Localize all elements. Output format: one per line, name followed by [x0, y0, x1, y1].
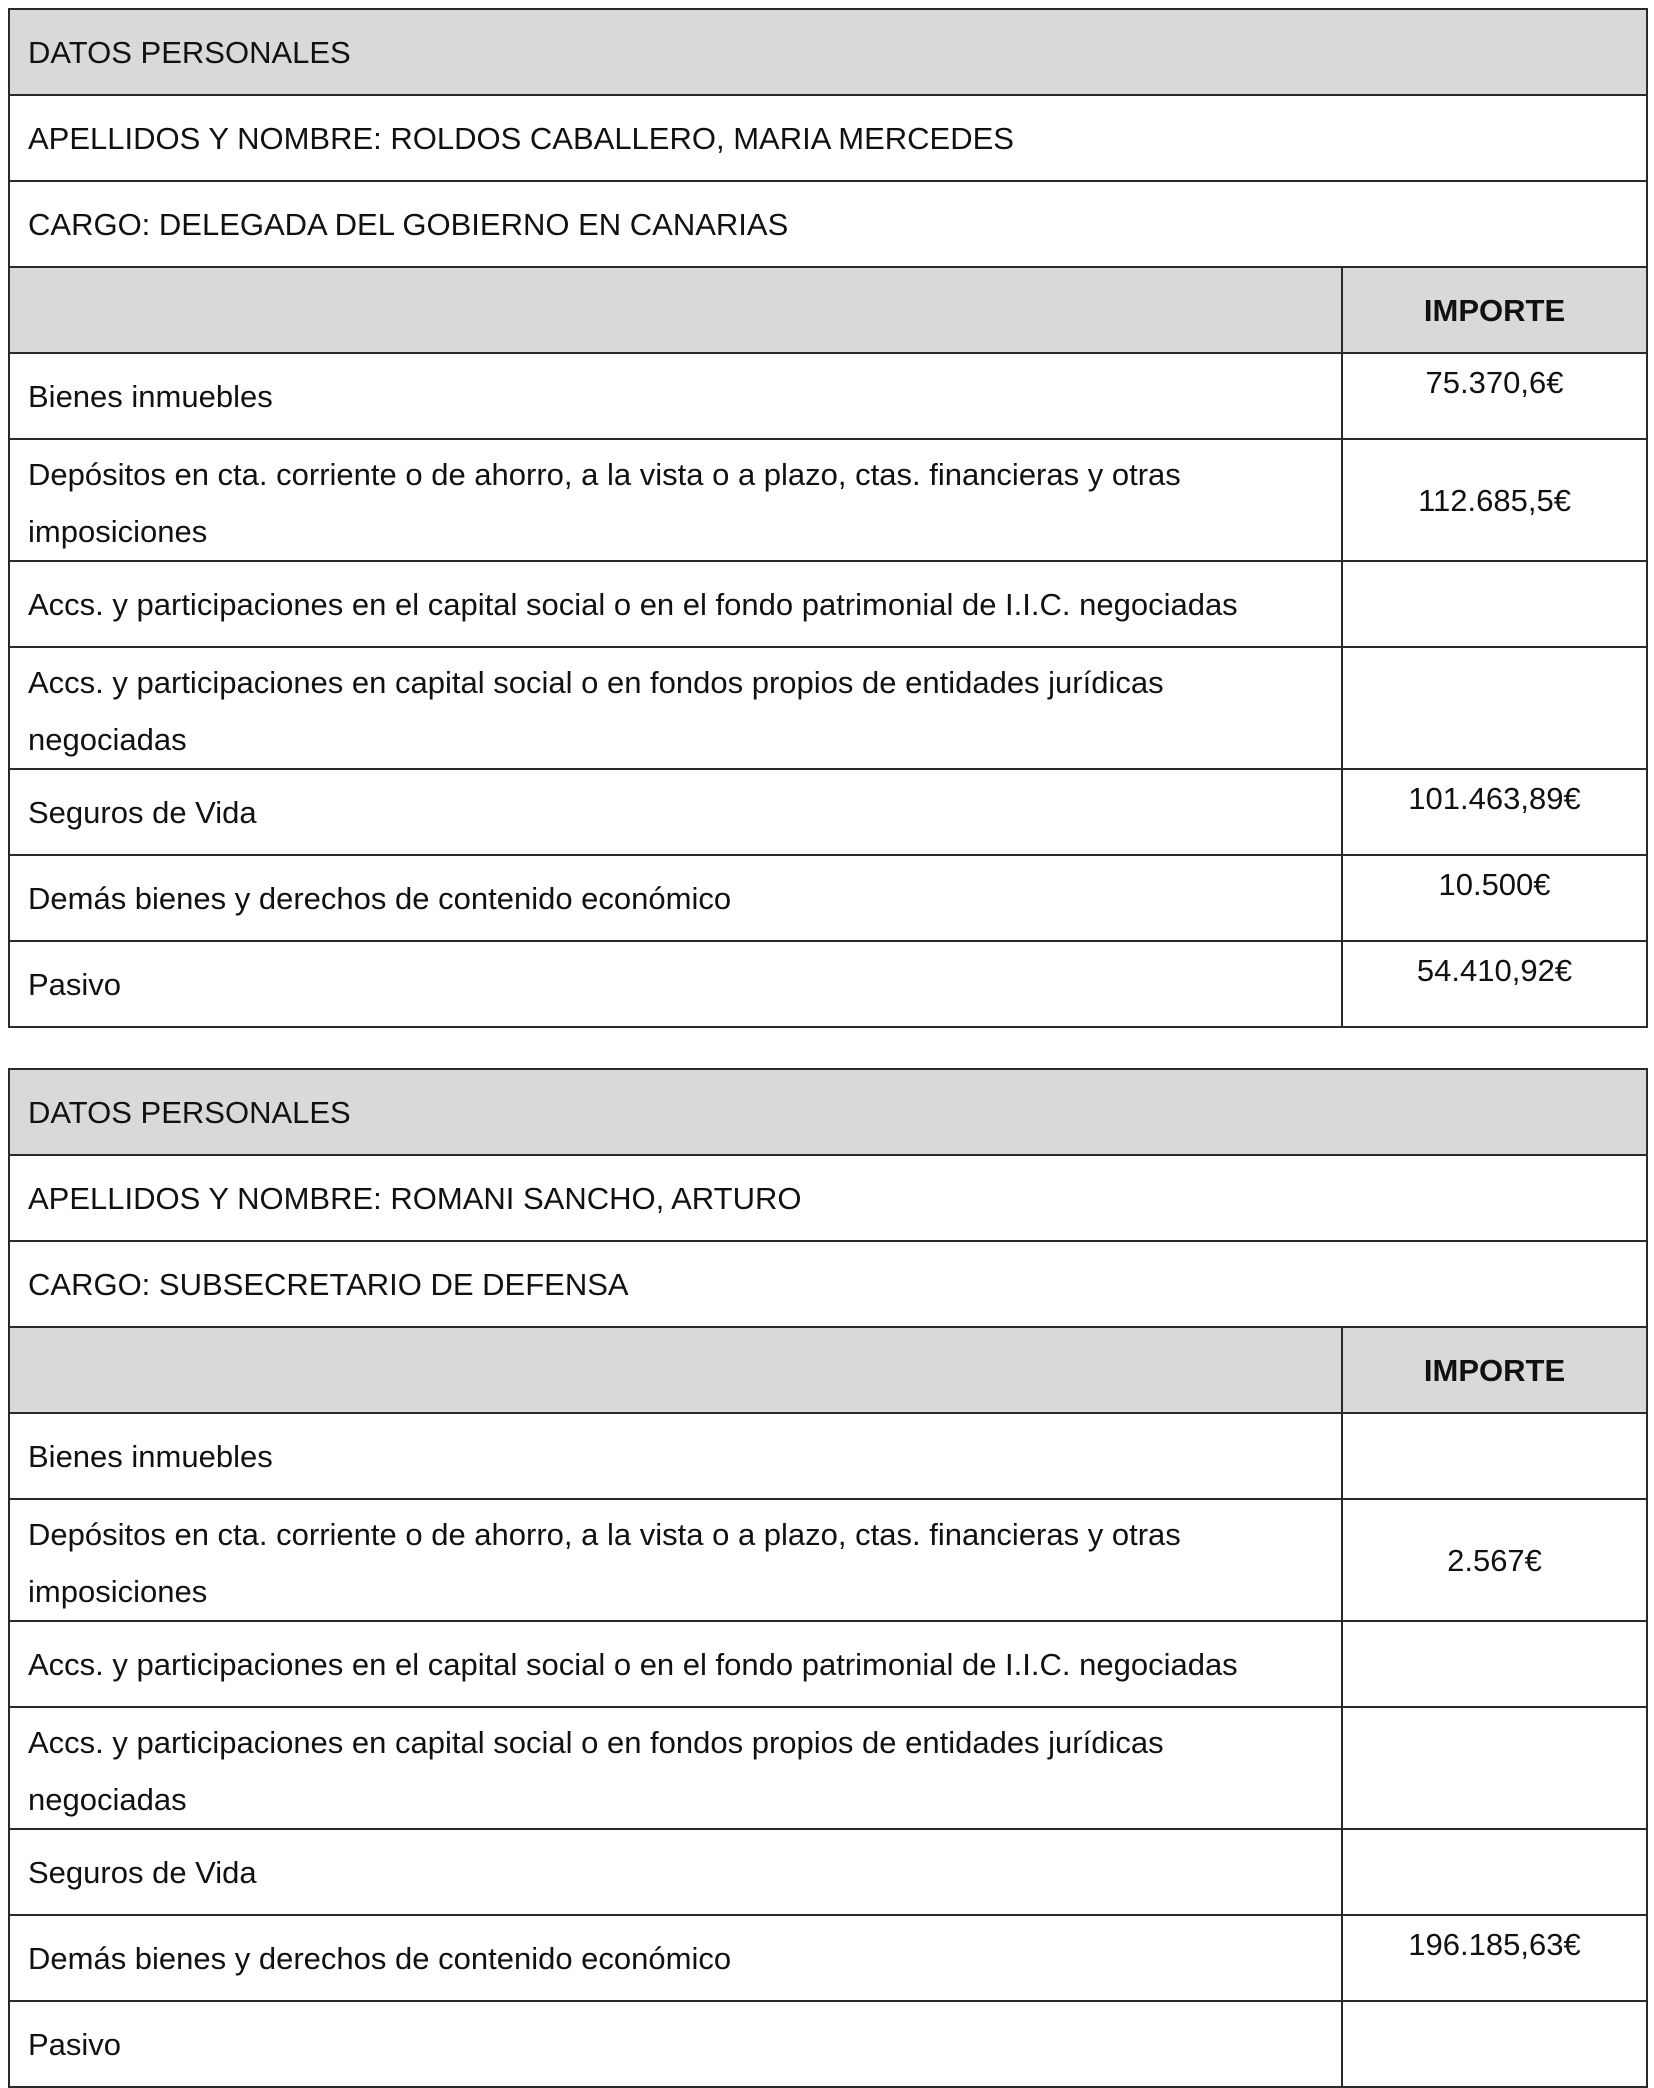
- asset-label: Accs. y participaciones en capital social o en fondos propios de entidades jurídicas negociadas: [9, 1707, 1342, 1829]
- table-row: [9, 941, 1647, 1027]
- asset-label: Demás bienes y derechos de contenido económico: [9, 855, 1342, 941]
- name-field: APELLIDOS Y NOMBRE: ROLDOS CABALLERO, MARIA MERCEDES: [9, 95, 1647, 181]
- asset-label: Depósitos en cta. corriente o de ahorro, a la vista o a plazo, ctas. financieras y otras imposiciones: [9, 1499, 1342, 1621]
- asset-label: Pasivo: [9, 941, 1342, 1027]
- asset-amount: 54.410,92€: [1342, 941, 1647, 1027]
- table-gap: [8, 1028, 1646, 1068]
- cargo-row: [9, 181, 1647, 267]
- amount-header-row: [9, 267, 1647, 353]
- asset-label: Bienes inmuebles: [9, 353, 1342, 439]
- table-row: [9, 647, 1647, 769]
- asset-amount: 101.463,89€: [1342, 769, 1647, 855]
- table-row: [9, 855, 1647, 941]
- section-header: DATOS PERSONALES: [9, 1069, 1647, 1155]
- table-row: [9, 769, 1647, 855]
- asset-amount: [1342, 647, 1647, 769]
- table-row: [9, 2001, 1647, 2087]
- asset-amount: [1342, 1621, 1647, 1707]
- asset-label: Accs. y participaciones en el capital social o en el fondo patrimonial de I.I.C. negociadas: [9, 561, 1342, 647]
- blank-header-cell: [9, 1327, 1342, 1413]
- asset-label: Accs. y participaciones en el capital social o en el fondo patrimonial de I.I.C. negociadas: [9, 1621, 1342, 1707]
- name-field: APELLIDOS Y NOMBRE: ROMANI SANCHO, ARTURO: [9, 1155, 1647, 1241]
- amount-header: IMPORTE: [1342, 267, 1647, 353]
- amount-header: IMPORTE: [1342, 1327, 1647, 1413]
- asset-label: Seguros de Vida: [9, 1829, 1342, 1915]
- name-row: [9, 1155, 1647, 1241]
- document-page: [8, 8, 1646, 2088]
- table-row: [9, 1413, 1647, 1499]
- asset-amount: [1342, 561, 1647, 647]
- table-row: [9, 1915, 1647, 2001]
- section-header: DATOS PERSONALES: [9, 9, 1647, 95]
- amount-header-row: [9, 1327, 1647, 1413]
- asset-label: Pasivo: [9, 2001, 1342, 2087]
- asset-amount: [1342, 2001, 1647, 2087]
- name-row: [9, 95, 1647, 181]
- asset-label: Accs. y participaciones en capital social o en fondos propios de entidades jurídicas negociadas: [9, 647, 1342, 769]
- cargo-field: CARGO: DELEGADA DEL GOBIERNO EN CANARIAS: [9, 181, 1647, 267]
- table-row: [9, 561, 1647, 647]
- table-row: [9, 1707, 1647, 1829]
- asset-amount: 75.370,6€: [1342, 353, 1647, 439]
- cargo-field: CARGO: SUBSECRETARIO DE DEFENSA: [9, 1241, 1647, 1327]
- blank-header-cell: [9, 267, 1342, 353]
- asset-amount: 196.185,63€: [1342, 1915, 1647, 2001]
- asset-amount: [1342, 1707, 1647, 1829]
- table-row: [9, 439, 1647, 561]
- table-row: [9, 1829, 1647, 1915]
- asset-label: Depósitos en cta. corriente o de ahorro, a la vista o a plazo, ctas. financieras y otras imposiciones: [9, 439, 1342, 561]
- section-header-row: [9, 9, 1647, 95]
- asset-label: Demás bienes y derechos de contenido económico: [9, 1915, 1342, 2001]
- table-row: [9, 1499, 1647, 1621]
- asset-amount: 10.500€: [1342, 855, 1647, 941]
- asset-label: Bienes inmuebles: [9, 1413, 1342, 1499]
- table-row: [9, 1621, 1647, 1707]
- cargo-row: [9, 1241, 1647, 1327]
- asset-amount: 2.567€: [1342, 1499, 1647, 1621]
- asset-amount: [1342, 1829, 1647, 1915]
- table-row: [9, 353, 1647, 439]
- section-header-row: [9, 1069, 1647, 1155]
- declaration-table: [8, 1068, 1648, 2088]
- asset-amount: [1342, 1413, 1647, 1499]
- declaration-table: [8, 8, 1648, 1028]
- asset-label: Seguros de Vida: [9, 769, 1342, 855]
- asset-amount: 112.685,5€: [1342, 439, 1647, 561]
